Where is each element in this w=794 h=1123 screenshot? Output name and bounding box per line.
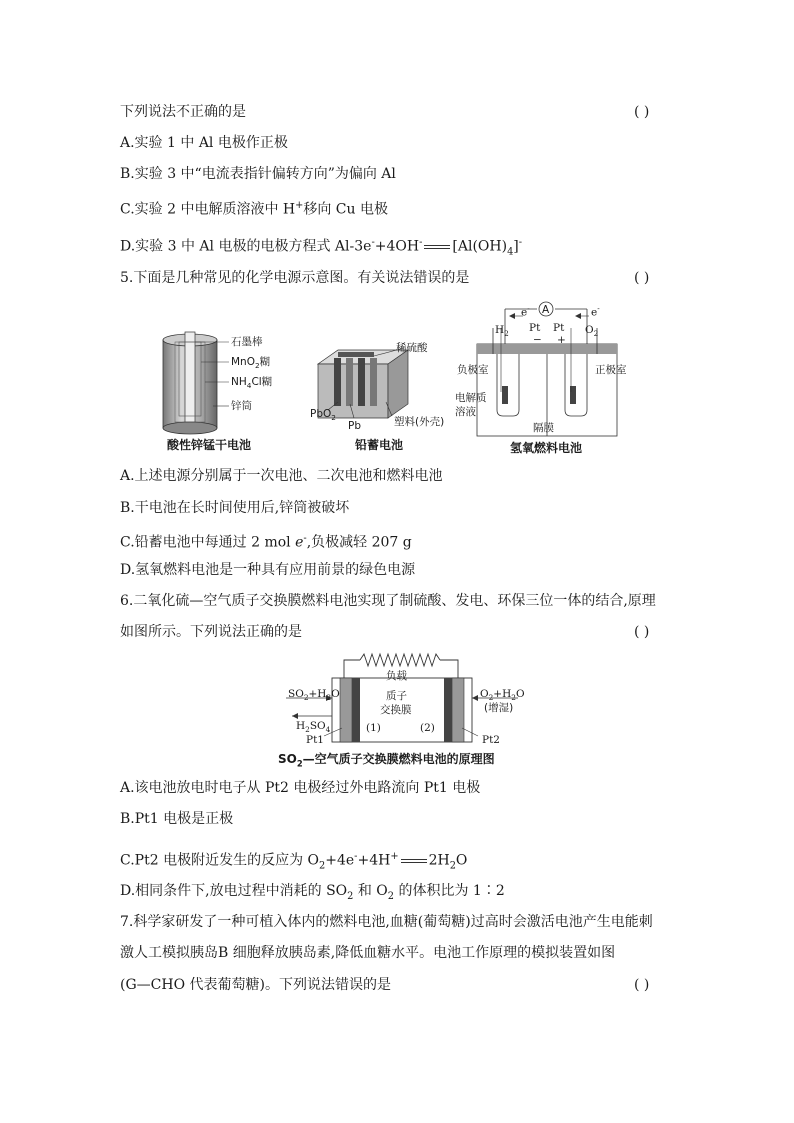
q5-option-a: A.上述电源分别属于一次电池、二次电池和燃料电池 — [120, 468, 443, 484]
plastic-shell-label: 塑料(外壳) — [394, 416, 445, 428]
so2-fuel-cell-caption: $SO_2—$空气质子交换膜燃料电池的原理图 — [278, 752, 495, 769]
ammeter-icon: A — [542, 304, 550, 316]
region-1-label: (1) — [366, 722, 381, 734]
pb-label: Pb — [348, 420, 361, 432]
q5-option-c: C.铅蓄电池中每通过 2 mol e-,负极减轻 207 g — [120, 533, 412, 551]
graphite-rod-label: 石墨棒 — [231, 336, 263, 348]
lead-acid-figure — [308, 342, 458, 432]
mno2-paste-label: MnO$_2$糊 — [231, 356, 271, 371]
pt-left-label: Pt — [529, 322, 541, 334]
q6-option-c: C.Pt2 电极附近发生的反应为 $O_2+4e^-+4H^+$ $2H_2O$ — [120, 851, 468, 872]
dry-cell-caption: 酸性锌锰干电池 — [167, 438, 252, 452]
q6-stem-line2: 如图所示。下列说法正确的是 — [120, 624, 302, 640]
pt1-label: Pt1 — [306, 734, 324, 746]
q7-stem-line1: 7.科学家研发了一种可植入体内的燃料电池,血糖(葡萄糖)过高时会激活电池产生电能刺 — [120, 914, 653, 930]
q7-answer-paren: ( ) — [634, 977, 650, 993]
load-label: 负载 — [386, 670, 407, 682]
fuel-cell-figure — [457, 300, 627, 440]
q4-answer-paren: ( ) — [634, 104, 650, 120]
electron-flow-left-label: e- — [521, 304, 530, 319]
fuel-cell-caption: 氢氧燃料电池 — [510, 441, 583, 455]
pbo2-label: PbO$_2$ — [310, 408, 336, 423]
q4-option-c: C.实验 2 中电解质溶液中 H+移向 Cu 电极 — [120, 200, 388, 218]
q5-option-d: D.氢氧燃料电池是一种具有应用前景的绿色电源 — [120, 562, 416, 578]
negative-chamber-label: 负极室 — [457, 364, 489, 376]
positive-chamber-label: 正极室 — [595, 364, 627, 376]
electrolyte-label-2: 溶液 — [455, 406, 476, 418]
left-inlet-label: $SO_2+H_2O$ — [288, 688, 340, 703]
q6-option-b: B.Pt1 电极是正极 — [120, 811, 234, 827]
nh4cl-paste-label: $NH_4Cl$糊 — [231, 376, 273, 391]
q5-stem: 5.下面是几种常见的化学电源示意图。有关说法错误的是 — [120, 270, 470, 286]
q6-stem-line1: 6.二氧化硫—空气质子交换膜燃料电池实现了制硫酸、发电、环保三位一体的结合,原理 — [120, 593, 656, 609]
q4-stem: 下列说法不正确的是 — [120, 104, 246, 120]
pt-right-label: Pt — [553, 322, 565, 334]
q6-answer-paren: ( ) — [634, 624, 650, 640]
q4-option-d: D.实验 3 中 Al 电极的电极方程式 Al-3e-+4OH- $[Al(OH)_4]^-$ — [120, 237, 523, 258]
proton-label: 质子 — [386, 690, 407, 702]
region-2-label: (2) — [420, 722, 435, 734]
h2-inlet-label: $H_2$ — [495, 324, 509, 339]
negative-terminal-sign: − — [533, 334, 542, 346]
pt2-label: Pt2 — [482, 734, 500, 746]
membrane-label: 隔膜 — [533, 422, 554, 434]
humidified-label: (增湿) — [484, 702, 514, 714]
q7-stem-line3: (G—CHO 代表葡萄糖)。下列说法错误的是 — [120, 977, 391, 993]
q4-option-b: B.实验 3 中“电流表指针偏转方向”为偏向 Al — [120, 166, 396, 182]
zinc-can-label: 锌筒 — [231, 400, 252, 412]
lead-acid-caption: 铅蓄电池 — [355, 438, 404, 452]
so2-fuel-cell-figure — [282, 652, 525, 762]
positive-terminal-sign: + — [557, 334, 566, 346]
electron-flow-right-label: e- — [591, 304, 600, 319]
left-outlet-label: $H_2SO_4$ — [296, 720, 331, 735]
electrolyte-label-1: 电解质 — [455, 392, 487, 404]
reaction-equals-sign — [401, 859, 427, 863]
q5-option-b: B.干电池在长时间使用后,锌筒被破坏 — [120, 500, 350, 516]
q6-option-a: A.该电池放电时电子从 Pt2 电极经过外电路流向 Pt1 电极 — [120, 780, 481, 796]
q4-option-a: A.实验 1 中 Al 电极作正极 — [120, 135, 288, 151]
o2-inlet-label: $O_2$ — [585, 324, 599, 339]
q7-stem-line2: 激人工模拟胰岛B 细胞释放胰岛素,降低血糖水平。电池工作原理的模拟装置如图 — [120, 945, 616, 961]
q6-option-d: D.相同条件下,放电过程中消耗的 $SO_2$ 和 $O_2$ 的体积比为 1∶2 — [120, 883, 505, 902]
reaction-equals-sign — [424, 245, 450, 249]
right-inlet-label: $O_2+H_2O$ — [480, 688, 525, 703]
dilute-sulfuric-acid-label: 稀硫酸 — [396, 342, 428, 354]
exchange-membrane-label: 交换膜 — [380, 704, 412, 716]
q5-answer-paren: ( ) — [634, 270, 650, 286]
